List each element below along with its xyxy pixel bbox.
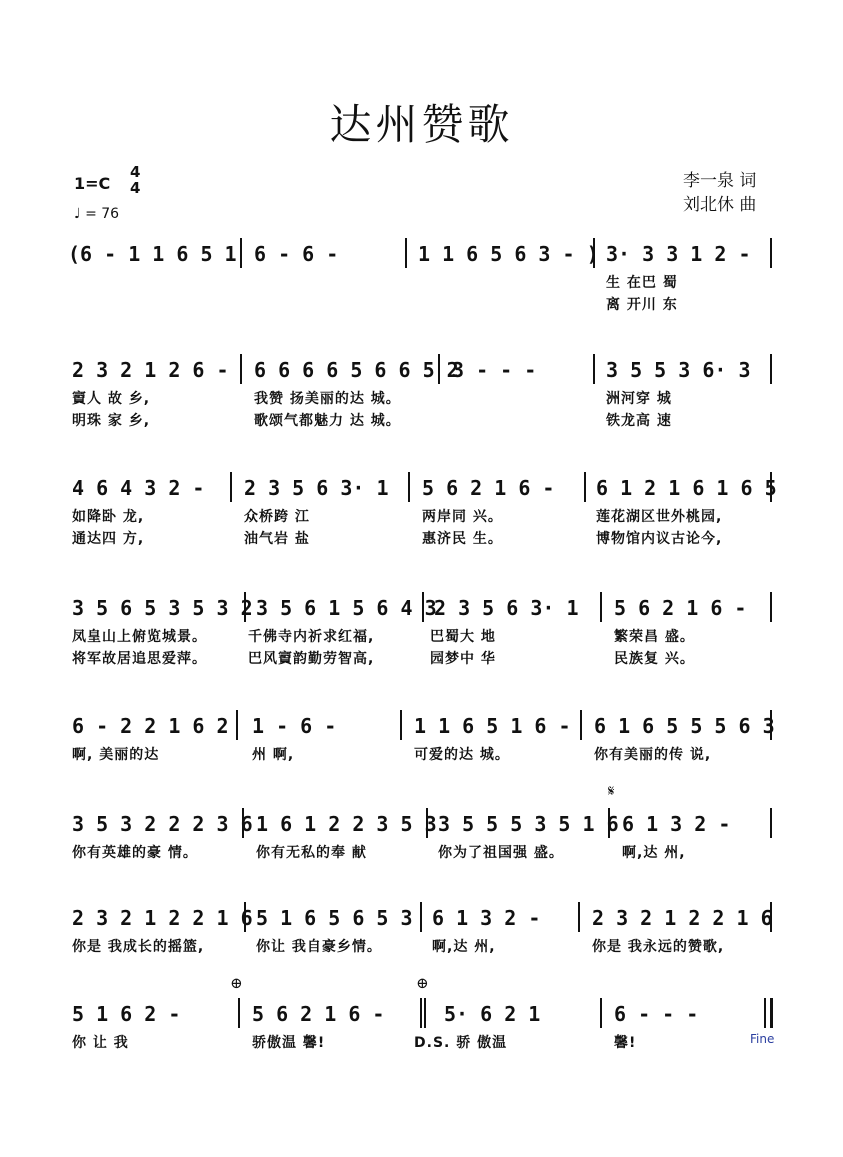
lyric-line-1: 千佛寺内祈求红福, xyxy=(248,629,375,645)
barline xyxy=(600,998,602,1028)
measure: 2 3 2 1 2 2 1 6 xyxy=(592,906,773,930)
lyric-line-2: 离 开川 东 xyxy=(606,297,678,313)
lyric-line-2: 巴风賨韵勤劳智高, xyxy=(248,651,375,667)
measure: 5· 6 2 1 xyxy=(444,1002,541,1026)
lyric-line-1: 馨! xyxy=(614,1035,637,1051)
barline xyxy=(584,472,586,502)
measure: 3 5 6 5 3 5 3 2 xyxy=(72,596,253,620)
measure: 1 - 6 - xyxy=(252,714,337,738)
measure: 6 1 3 2 - xyxy=(432,906,541,930)
fine-marking: Fine xyxy=(750,1032,775,1046)
final-barline-thick xyxy=(770,998,773,1028)
measure: (6 - 1 1 6 5 1 xyxy=(68,242,237,266)
measure: 6 - - - xyxy=(614,1002,699,1026)
barline xyxy=(770,808,772,838)
tempo-value: = 76 xyxy=(85,206,120,222)
barline xyxy=(236,710,238,740)
barline xyxy=(580,710,582,740)
measure: 6 1 3 2 - xyxy=(622,812,731,836)
measure: 5 6 2 1 6 - xyxy=(422,476,555,500)
lyric-line-1: 莲花湖区世外桃园, xyxy=(596,509,723,525)
barline xyxy=(420,998,422,1028)
lyric-line-1: 你 让 我 xyxy=(72,1035,129,1051)
measure: 5 1 6 2 - xyxy=(72,1002,181,1026)
lyric-line-1: 巴蜀大 地 xyxy=(430,629,496,645)
barline xyxy=(770,354,772,384)
page-title: 达州赞歌 xyxy=(329,100,514,149)
lyric-line-2: 通达四 方, xyxy=(72,531,145,547)
lyric-line-1: 两岸同 兴。 xyxy=(422,509,503,525)
composer: 刘北休 曲 xyxy=(683,195,757,215)
measure: 6 6 6 6 5 6 6 5 2 xyxy=(254,358,459,382)
coda-icon: ⊕ xyxy=(416,974,429,992)
lyric-line-1: 骄傲温 馨! xyxy=(252,1035,326,1051)
lyric-line-1: 可爱的达 城。 xyxy=(414,747,510,763)
lyric-line-1: 啊,达 州, xyxy=(432,939,496,955)
lyric-line-1: 繁荣昌 盛。 xyxy=(614,629,695,645)
tempo-marking xyxy=(74,206,119,222)
lyric-line-1: 众桥跨 江 xyxy=(244,509,310,525)
measure: 2 3 2 1 2 6 - xyxy=(72,358,229,382)
time-signature xyxy=(130,164,140,196)
lyric-line-2: 民族复 兴。 xyxy=(614,651,695,667)
barline xyxy=(240,238,242,268)
lyric-line-1: 賨人 故 乡, xyxy=(72,391,151,407)
measure: 3 5 3 2 2 2 3 6 xyxy=(72,812,253,836)
measure: 2 3 5 6 3· 1 xyxy=(244,476,389,500)
barline xyxy=(770,592,772,622)
measure: 3 5 5 3 6· 3 xyxy=(606,358,751,382)
lyric-line-1: 生 在巴 蜀 xyxy=(606,275,678,291)
lyric-line-2: 歌颂气都魅力 达 城。 xyxy=(254,413,401,429)
lyric-line-1: 你有无私的奉 献 xyxy=(256,845,367,861)
lyric-line-1: 洲河穿 城 xyxy=(606,391,672,407)
barline xyxy=(420,902,422,932)
measure: 2 3 5 6 3· 1 xyxy=(434,596,579,620)
lyric-line-2: 博物馆内议古论今, xyxy=(596,531,723,547)
measure: 5 6 2 1 6 - xyxy=(252,1002,385,1026)
lyric-line-2: 园梦中 华 xyxy=(430,651,496,667)
measure: 1 6 1 2 2 3 5 3 xyxy=(256,812,437,836)
barline xyxy=(405,238,407,268)
measure: 2 3 2 1 2 2 1 6 xyxy=(72,906,253,930)
measure: 6 1 2 1 6 1 6 5 xyxy=(596,476,777,500)
lyric-line-1: 啊, 美丽的达 xyxy=(72,747,160,763)
barline xyxy=(424,998,426,1028)
lyric-line-1: 如降卧 龙, xyxy=(72,509,145,525)
lyric-line-1: 你为了祖国强 盛。 xyxy=(438,845,564,861)
lyric-line-1: 州 啊, xyxy=(252,747,295,763)
quarter-note-icon: ♩ xyxy=(74,206,81,222)
measure: 1 1 6 5 1 6 - xyxy=(414,714,571,738)
lyric-line-1: 你是 我成长的摇篮, xyxy=(72,939,205,955)
lyric-line-2: 将军故居追思爱萍。 xyxy=(72,651,207,667)
time-sig-top: 4 xyxy=(130,163,141,181)
time-sig-bottom: 4 xyxy=(130,179,141,197)
barline xyxy=(238,998,240,1028)
measure: 3 - - - xyxy=(452,358,537,382)
barline xyxy=(578,902,580,932)
lyric-line-1: D.S. 骄 傲温 xyxy=(414,1035,508,1051)
measure: 6 - 6 - xyxy=(254,242,339,266)
measure: 3· 3 3 1 2 - xyxy=(606,242,751,266)
final-barline-thin xyxy=(764,998,766,1028)
lyricist: 李一泉 词 xyxy=(683,171,757,191)
lyric-line-1: 你有英雄的豪 情。 xyxy=(72,845,198,861)
measure: 3 5 6 1 5 6 4 3 xyxy=(256,596,437,620)
lyric-line-1: 啊,达 州, xyxy=(622,845,686,861)
lyric-line-2: 铁龙高 速 xyxy=(606,413,672,429)
coda-icon: ⊕ xyxy=(230,974,243,992)
barline xyxy=(593,354,595,384)
key-signature: 1=C xyxy=(74,174,111,193)
barline xyxy=(400,710,402,740)
barline xyxy=(600,592,602,622)
barline xyxy=(408,472,410,502)
lyric-line-1: 凤皇山上俯览城景。 xyxy=(72,629,207,645)
lyric-line-1: 你是 我永远的赞歌, xyxy=(592,939,725,955)
barline xyxy=(770,238,772,268)
measure: 6 1 6 5 5 5 6 3 xyxy=(594,714,775,738)
lyric-line-2: 明珠 家 乡, xyxy=(72,413,151,429)
lyric-line-1: 我赞 扬美丽的达 城。 xyxy=(254,391,401,407)
barline xyxy=(230,472,232,502)
segno-icon: 𝄋 xyxy=(608,782,615,800)
lyric-line-2: 惠济民 生。 xyxy=(422,531,503,547)
measure: 5 6 2 1 6 - xyxy=(614,596,747,620)
lyric-line-1: 你让 我自豪乡情。 xyxy=(256,939,382,955)
measure: 6 - 2 2 1 6 2 xyxy=(72,714,229,738)
measure: 3 5 5 5 3 5 1 6 xyxy=(438,812,619,836)
measure: 5 1 6 5 6 5 3 xyxy=(256,906,413,930)
measure: 4 6 4 3 2 - xyxy=(72,476,205,500)
barline xyxy=(240,354,242,384)
lyric-line-1: 你有美丽的传 说, xyxy=(594,747,712,763)
measure: 1 1 6 5 6 3 - ) xyxy=(418,242,599,266)
lyric-line-2: 油气岩 盐 xyxy=(244,531,310,547)
